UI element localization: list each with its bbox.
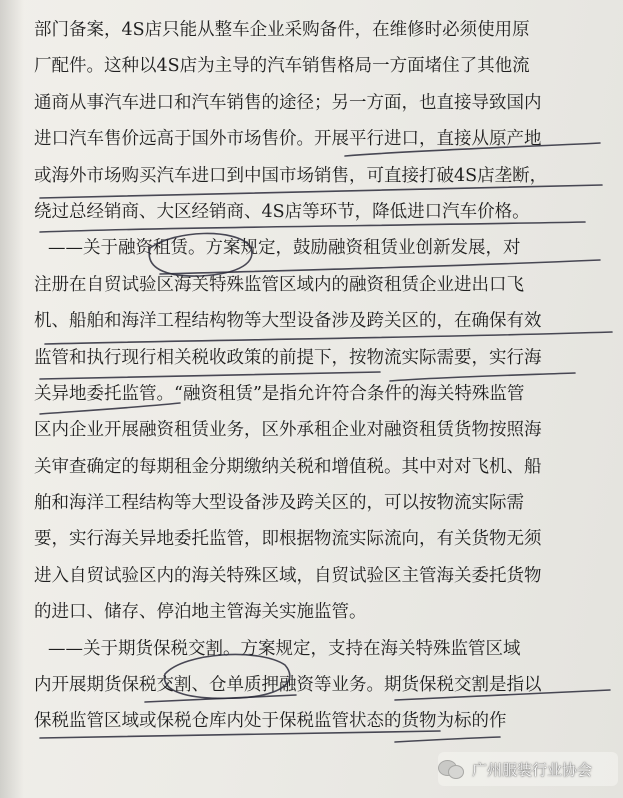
text-line: 关异地委托监管。“融资租赁”是指允许符合条件的海关特殊监管 (34, 383, 525, 404)
text-line: ——关于融资租赁。方案规定，鼓励融资租赁业创新发展，对 (48, 238, 521, 259)
watermark-text: 广州服装行业协会 (472, 760, 593, 779)
text-line: 区内企业开展融资租赁业务，区外承租企业对融资租赁货物按照海 (34, 420, 542, 441)
text-line: 注册在自贸试验区海关特殊监管区域内的融资租赁企业进出口飞 (34, 274, 524, 295)
page-edge-shadow (0, 0, 24, 798)
wechat-icon (438, 758, 464, 780)
text-line: 部门备案，4S店只能从整车企业采购备件，在维修时必须使用原 (34, 20, 530, 40)
text-line: 或海外市场购买汽车进口到中国市场销售，可直接打破4S店垄断， (34, 165, 548, 186)
text-line: 的进口、储存、停泊地主管海关实施监管。 (34, 602, 367, 623)
text-line: 关审查确定的每期租金分期缴纳关税和增值税。其中对对飞机、船 (34, 456, 542, 477)
text-line: ——关于期货保税交割。方案规定，支持在海关特殊监管区域 (48, 638, 521, 659)
text-line: 进口汽车售价远高于国外市场售价。开展平行进口，直接从原产地 (34, 129, 542, 150)
text-line: 绕过总经销商、大区经销商、4S店等环节，降低进口汽车价格。 (34, 201, 530, 222)
text-line: 进入自贸试验区内的海关特殊区域，自贸试验区主管海关委托货物 (34, 565, 542, 586)
text-line: 保税监管区域或保税仓库内处于保税监管状态的货物为标的作 (34, 711, 507, 732)
document-body (34, 12, 614, 740)
text-line: 监管和执行现行相关税收政策的前提下，按物流实际需要，实行海 (34, 347, 542, 368)
text-line: 内开展期货保税交割、仓单质押融资等业务。期货保税交割是指以 (34, 675, 542, 696)
account-watermark (438, 752, 618, 786)
text-line: 通商从事汽车进口和汽车销售的途径；另一方面，也直接导致国内 (34, 92, 542, 113)
text-line: 要，实行海关异地委托监管，即根据物流实际流向，有关货物无须 (34, 529, 542, 550)
text-line: 厂配件。这种以4S店为主导的汽车销售格局一方面堵住了其他流 (34, 56, 530, 77)
text-line: 机、船舶和海洋工程结构物等大型设备涉及跨关区的，在确保有效 (34, 311, 542, 332)
text-line: 舶和海洋工程结构等大型设备涉及跨关区的，可以按物流实际需 (34, 493, 524, 514)
